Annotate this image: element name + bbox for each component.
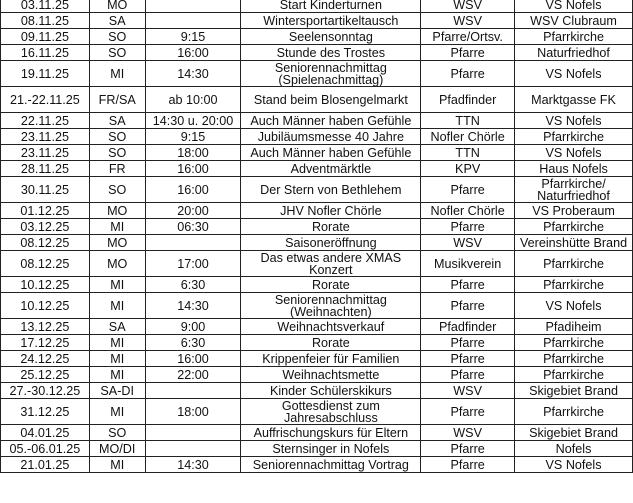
cell-organizer: Pfarre [421, 399, 515, 425]
table-row [1, 45, 633, 61]
table-row [1, 29, 633, 45]
table-row [1, 351, 633, 367]
cell-organizer: Pfarre [421, 441, 515, 457]
cell-location: Nofels [515, 441, 633, 457]
cell-date: 08.12.25 [1, 251, 90, 277]
cell-organizer: WSV [421, 425, 515, 441]
cell-organizer: Pfadfinder [421, 87, 515, 113]
cell-day: MI [89, 277, 145, 293]
cell-location: Pfarrkirche [515, 277, 633, 293]
cell-time: 17:00 [145, 251, 241, 277]
cell-date: 30.11.25 [1, 177, 90, 203]
cell-event: Rorate [241, 335, 421, 351]
cell-day: MO [89, 235, 145, 251]
cell-day: FR/SA [89, 87, 145, 113]
cell-time: 18:00 [145, 399, 241, 425]
table-row [1, 113, 633, 129]
cell-event: Seniorennachmittag (Weihnachten) [241, 293, 421, 319]
cell-event: Seniorennachmittag (Spielenachmittag) [241, 61, 421, 87]
cell-location: VS Nofels [515, 457, 633, 473]
cell-location: Pfarrkirche [515, 335, 633, 351]
cell-organizer: Pfarre [421, 293, 515, 319]
cell-date: 16.11.25 [1, 45, 90, 61]
cell-organizer: Pfarre/Ortsv. [421, 29, 515, 45]
table-row [1, 219, 633, 235]
table-row [1, 399, 633, 425]
table-row [1, 293, 633, 319]
cell-event: Stunde des Trostes [241, 45, 421, 61]
cell-event: Krippenfeier für Familien [241, 351, 421, 367]
cell-day: SO [89, 145, 145, 161]
cell-organizer: Nofler Chörle [421, 129, 515, 145]
cell-time: 22:00 [145, 367, 241, 383]
cell-date: 13.12.25 [1, 319, 90, 335]
cell-event: Auffrischungskurs für Eltern [241, 425, 421, 441]
cell-organizer: WSV [421, 383, 515, 399]
table-row [1, 335, 633, 351]
cell-date: 27.-30.12.25 [1, 383, 90, 399]
cell-location: VS Nofels [515, 61, 633, 87]
cell-location: VS Proberaum [515, 203, 633, 219]
cell-organizer: TTN [421, 145, 515, 161]
cell-organizer: Pfarre [421, 61, 515, 87]
cell-event: Stand beim Blosengelmarkt [241, 87, 421, 113]
cell-day: MI [89, 335, 145, 351]
cell-date: 28.11.25 [1, 161, 90, 177]
table-row [1, 13, 633, 29]
cell-date: 08.12.25 [1, 235, 90, 251]
cell-date: 10.12.25 [1, 293, 90, 319]
cell-location: Pfarrkirche [515, 351, 633, 367]
cell-organizer: WSV [421, 13, 515, 29]
cell-day: SO [89, 45, 145, 61]
cell-location: VS Nofels [515, 145, 633, 161]
cell-time [145, 441, 241, 457]
cell-event: Wintersportartikeltausch [241, 13, 421, 29]
cell-date: 24.12.25 [1, 351, 90, 367]
cell-day: SO [89, 177, 145, 203]
cell-date: 31.12.25 [1, 399, 90, 425]
cell-date: 10.12.25 [1, 277, 90, 293]
cell-location: Skigebiet Brand [515, 425, 633, 441]
table-row [1, 367, 633, 383]
cell-time: 9:15 [145, 29, 241, 45]
cell-day: SO [89, 129, 145, 145]
cell-time: 16:00 [145, 45, 241, 61]
cell-day: MI [89, 219, 145, 235]
cell-time: 14:30 [145, 293, 241, 319]
cell-day: MI [89, 351, 145, 367]
cell-event: Gottesdienst zum Jahresabschluss [241, 399, 421, 425]
cell-date: 17.12.25 [1, 335, 90, 351]
cell-date: 21.01.25 [1, 457, 90, 473]
table-row [1, 457, 633, 473]
cell-event: Adventmärktle [241, 161, 421, 177]
cell-date: 05.-06.01.25 [1, 441, 90, 457]
cell-time [145, 425, 241, 441]
cell-event: Der Stern von Bethlehem [241, 177, 421, 203]
cell-time: 14:30 [145, 61, 241, 87]
cell-organizer: Pfarre [421, 45, 515, 61]
cell-day: SA [89, 113, 145, 129]
cell-day: MI [89, 399, 145, 425]
cell-date: 23.11.25 [1, 129, 90, 145]
table-row [1, 145, 633, 161]
table-row [1, 235, 633, 251]
cell-organizer: Pfarre [421, 277, 515, 293]
cell-event: Seniorennachmittag Vortrag [241, 457, 421, 473]
cell-organizer: TTN [421, 113, 515, 129]
cell-day: SO [89, 425, 145, 441]
cell-location: VS Nofels [515, 0, 633, 13]
table-row [1, 441, 633, 457]
table-row [1, 129, 633, 145]
cell-date: 19.11.25 [1, 61, 90, 87]
cell-location: Haus Nofels [515, 161, 633, 177]
cell-event: Jubiläumsmesse 40 Jahre [241, 129, 421, 145]
cell-day: SA [89, 319, 145, 335]
cell-time: 14:30 u. 20:00 [145, 113, 241, 129]
table-row [1, 87, 633, 113]
cell-day: SO [89, 29, 145, 45]
cell-event: Das etwas andere XMAS Konzert [241, 251, 421, 277]
cell-time: 6:30 [145, 335, 241, 351]
cell-location: Pfarrkirche [515, 367, 633, 383]
cell-event: Start Kinderturnen [241, 0, 421, 13]
cell-time: 18:00 [145, 145, 241, 161]
cell-location: Pfarrkirche [515, 399, 633, 425]
cell-location: Naturfriedhof [515, 45, 633, 61]
cell-time: 9:15 [145, 129, 241, 145]
table-row [1, 319, 633, 335]
table-row [1, 177, 633, 203]
cell-event: Seelensonntag [241, 29, 421, 45]
cell-day: SA-DI [89, 383, 145, 399]
cell-location: Pfarrkirche [515, 251, 633, 277]
cell-organizer: Pfadfinder [421, 319, 515, 335]
cell-day: MO [89, 203, 145, 219]
cell-location: Skigebiet Brand [515, 383, 633, 399]
cell-time: 9:00 [145, 319, 241, 335]
cell-date: 21.-22.11.25 [1, 87, 90, 113]
cell-day: MI [89, 61, 145, 87]
table-row [1, 425, 633, 441]
cell-organizer: Musikverein [421, 251, 515, 277]
cell-time: 16:00 [145, 177, 241, 203]
cell-organizer: Pfarre [421, 219, 515, 235]
cell-location: Vereinshütte Brand [515, 235, 633, 251]
cell-organizer: Pfarre [421, 351, 515, 367]
cell-time [145, 0, 241, 13]
cell-day: MO/DI [89, 441, 145, 457]
table-row [1, 383, 633, 399]
table-row [1, 61, 633, 87]
cell-date: 23.11.25 [1, 145, 90, 161]
cell-time: 14:30 [145, 457, 241, 473]
cell-location: Pfarrkirche [515, 219, 633, 235]
cell-event: Saisoneröffnung [241, 235, 421, 251]
cell-time [145, 383, 241, 399]
cell-event: Rorate [241, 277, 421, 293]
cell-organizer: KPV [421, 161, 515, 177]
cell-date: 03.12.25 [1, 219, 90, 235]
table-row [1, 251, 633, 277]
table-row [1, 203, 633, 219]
cell-organizer: Pfarre [421, 335, 515, 351]
cell-location: Pfarrkirche [515, 129, 633, 145]
cell-time [145, 13, 241, 29]
cell-date: 25.12.25 [1, 367, 90, 383]
table-row [1, 161, 633, 177]
table-row [1, 0, 633, 13]
cell-date: 08.11.25 [1, 13, 90, 29]
cell-event: Auch Männer haben Gefühle [241, 145, 421, 161]
cell-location: Marktgasse FK [515, 87, 633, 113]
cell-event: Sternsinger in Nofels [241, 441, 421, 457]
cell-time: ab 10:00 [145, 87, 241, 113]
cell-time: 20:00 [145, 203, 241, 219]
cell-time: 06:30 [145, 219, 241, 235]
cell-date: 22.11.25 [1, 113, 90, 129]
cell-location: VS Nofels [515, 113, 633, 129]
cell-organizer: Pfarre [421, 367, 515, 383]
cell-organizer: Pfarre [421, 457, 515, 473]
cell-day: MI [89, 457, 145, 473]
cell-time: 16:00 [145, 161, 241, 177]
cell-organizer: WSV [421, 0, 515, 13]
cell-organizer: Pfarre [421, 177, 515, 203]
cell-day: SA [89, 13, 145, 29]
cell-date: 04.01.25 [1, 425, 90, 441]
cell-date: 09.11.25 [1, 29, 90, 45]
cell-date: 03.11.25 [1, 0, 90, 13]
cell-date: 01.12.25 [1, 203, 90, 219]
cell-event: Weihnachtsmette [241, 367, 421, 383]
cell-day: MI [89, 367, 145, 383]
table-row [1, 277, 633, 293]
cell-time: 16:00 [145, 351, 241, 367]
cell-time: 6:30 [145, 277, 241, 293]
cell-day: MO [89, 0, 145, 13]
cell-event: Rorate [241, 219, 421, 235]
cell-location: Pfarrkirche [515, 29, 633, 45]
cell-day: MI [89, 293, 145, 319]
cell-event: Weihnachtsverkauf [241, 319, 421, 335]
cell-location: WSV Clubraum [515, 13, 633, 29]
cell-time [145, 235, 241, 251]
cell-organizer: Nofler Chörle [421, 203, 515, 219]
cell-event: Auch Männer haben Gefühle [241, 113, 421, 129]
cell-event: Kinder Schülerskikurs [241, 383, 421, 399]
cell-day: FR [89, 161, 145, 177]
cell-location: VS Nofels [515, 293, 633, 319]
cell-day: MO [89, 251, 145, 277]
cell-location: Pfadiheim [515, 319, 633, 335]
cell-location: Pfarrkirche/ Naturfriedhof [515, 177, 633, 203]
cell-organizer: WSV [421, 235, 515, 251]
cell-event: JHV Nofler Chörle [241, 203, 421, 219]
